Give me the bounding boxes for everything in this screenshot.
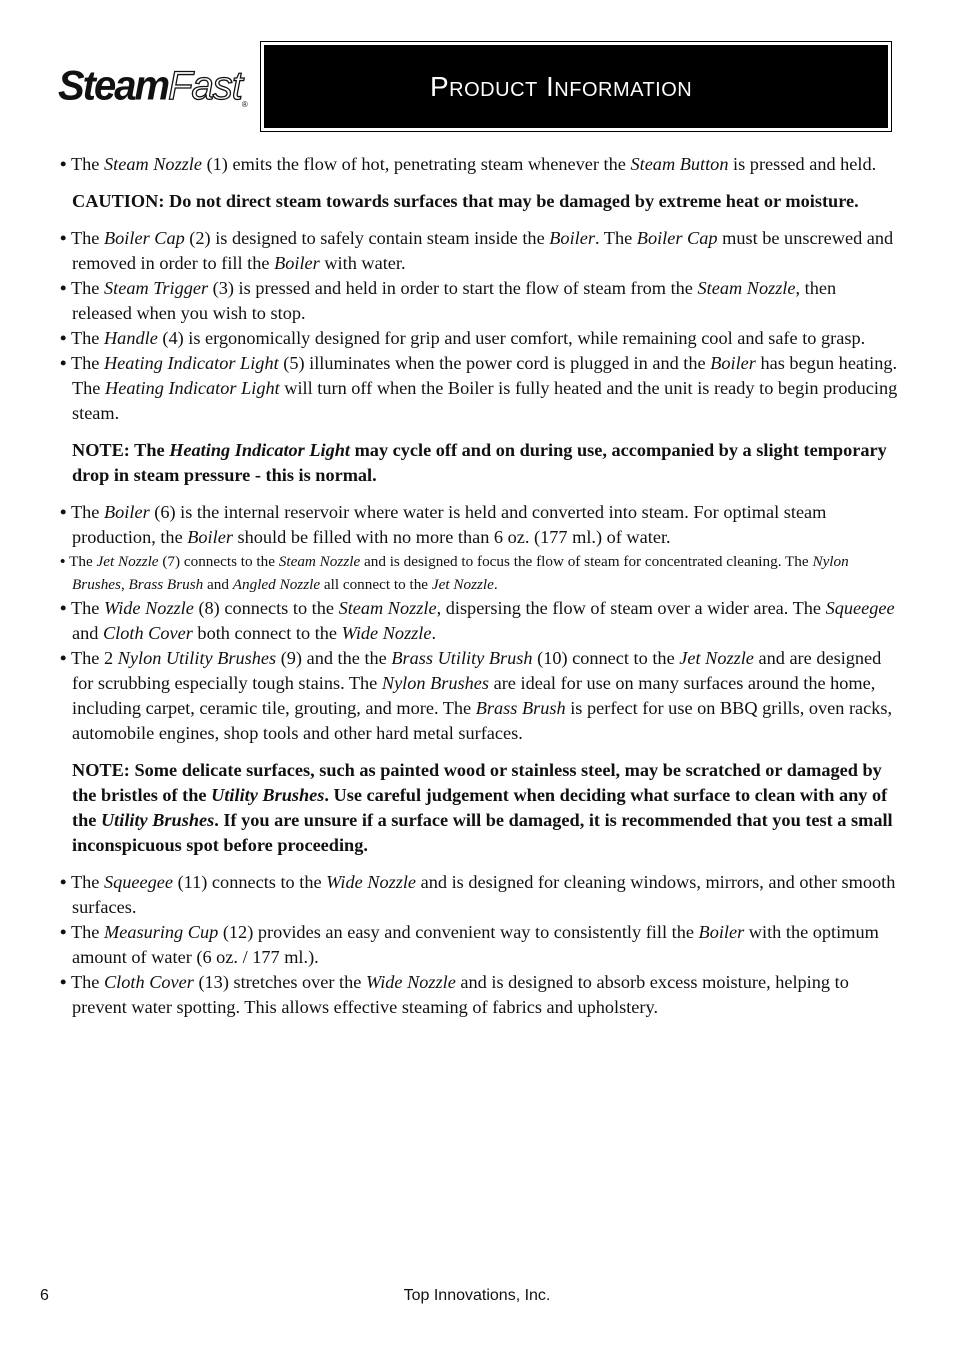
bullet: • (60, 553, 70, 570)
item-boiler-cap (60, 226, 898, 276)
term: Boiler (710, 353, 756, 373)
term: Handle (103, 328, 158, 348)
term: Wide Nozzle (103, 598, 194, 618)
item-steam-trigger (60, 276, 898, 326)
text-run: (13) stretches over the (193, 972, 366, 992)
text-run: must be unscrewed and removed in order to fill the (72, 228, 894, 273)
text-run: The (70, 154, 104, 174)
text-run: The (69, 553, 97, 570)
term: Steam Trigger (103, 278, 209, 298)
text-run: (4) is ergonomically designed for grip and user comfort, while remaining cool and safe to grasp. (157, 328, 866, 348)
bullet: • (60, 648, 71, 668)
term: Wide Nozzle (341, 623, 432, 643)
item-jet-nozzle (60, 550, 898, 596)
text-run: (11) connects to the (173, 872, 327, 892)
text-run: are ideal for use on many surfaces around the home, including carpet, ceramic tile, grouting, and more. The (72, 673, 876, 718)
bullet: • (60, 598, 71, 618)
text-run: with water. (319, 253, 406, 273)
text-run: . The (594, 228, 637, 248)
term: Steam Button (630, 154, 729, 174)
text-run: and (203, 576, 233, 593)
bullet: • (60, 972, 71, 992)
term: Steam Nozzle (697, 278, 796, 298)
text-run: with the optimum amount of water (6 oz. / 177 ml.). (72, 922, 879, 967)
text-run: . (431, 623, 437, 643)
item-steam-nozzle (60, 152, 898, 177)
text-run: all connect to the (320, 576, 432, 593)
text-run: (6) is the internal reservoir where water is held and converted into steam. For optimal steam production, the (72, 502, 827, 547)
text-run: The (70, 328, 104, 348)
title-banner (260, 41, 892, 132)
item-handle (60, 326, 898, 351)
term: Steam Nozzle (278, 553, 361, 570)
item-measuring-cup (60, 920, 898, 970)
bullet: • (60, 353, 71, 373)
item-wide-nozzle (60, 596, 898, 646)
text-run: NOTE: Some delicate surfaces, such as painted wood or stainless steel, may be scratched or damaged by the bristles of the (72, 760, 882, 805)
bullet: • (60, 154, 71, 174)
text-run: The (70, 278, 104, 298)
text-run: The (70, 922, 104, 942)
term: Wide Nozzle (365, 972, 456, 992)
term: Boiler (187, 527, 233, 547)
term: Boiler (274, 253, 320, 273)
text-run: should be filled with no more than 6 oz. (177 ml.) of water. (232, 527, 671, 547)
bullet: • (60, 328, 71, 348)
term: Boiler (103, 502, 150, 522)
text-run: The (70, 353, 104, 373)
term: Nylon Brushes (381, 673, 490, 693)
text-run: (9) and the the (276, 648, 392, 668)
bullet: • (60, 228, 71, 248)
term: Cloth Cover (103, 972, 194, 992)
term: Jet Nozzle (96, 553, 159, 570)
logo-fast: Fast (168, 64, 242, 108)
text-run: (12) provides an easy and convenient way to consistently fill the (218, 922, 699, 942)
text-run: (5) illuminates when the power cord is plugged in and the (278, 353, 711, 373)
item-utility-brushes (60, 646, 898, 746)
term: Brass Utility Brush (391, 648, 533, 668)
term: Cloth Cover (102, 623, 193, 643)
term: Boiler (698, 922, 745, 942)
term: Nylon Utility Brushes (117, 648, 277, 668)
caution-note: CAUTION: Do not direct steam towards surfaces that may be damaged by extreme heat or moisture. (72, 191, 859, 211)
text-run: and is designed to absorb excess moisture, helping to prevent water spotting. This allows effective steaming of fabrics and upholstery. (72, 972, 849, 1017)
term: Nylon Brushes (72, 553, 849, 593)
term: Utility Brushes (100, 810, 215, 830)
text-run: , (120, 576, 129, 593)
text-run: The (70, 502, 104, 522)
text-run: The (70, 872, 104, 892)
bullet: • (60, 922, 71, 942)
text-run: may cycle off and on during use, accompanied by a slight temporary drop in steam pressure - this is normal. (72, 440, 887, 485)
term: Boiler Cap (103, 228, 185, 248)
text-run: NOTE: The (72, 440, 170, 460)
text-run: . Use careful judgement when deciding what surface to clean with any of the (72, 785, 888, 830)
text-run: (10) connect to the (532, 648, 680, 668)
term: Wide Nozzle (326, 872, 417, 892)
text-run: and is designed to focus the flow of steam for concentrated cleaning. The (360, 553, 813, 570)
text-run: is perfect for use on BBQ grills, oven racks, automobile engines, shop tools and other hard metal surfaces. (72, 698, 893, 743)
text-run: and is designed for cleaning windows, mirrors, and other smooth surfaces. (72, 872, 896, 917)
text-run: (1) emits the flow of hot, penetrating steam whenever the (202, 154, 631, 174)
product-info-body (60, 152, 898, 1020)
item-boiler (60, 500, 898, 550)
item-heating-light (60, 351, 898, 426)
text-run: The (70, 228, 104, 248)
term: Heating Indicator Light (169, 440, 350, 460)
term: Steam Nozzle (103, 154, 202, 174)
text-run: (8) connects to the (193, 598, 339, 618)
text-run: (2) is designed to safely contain steam inside the (184, 228, 550, 248)
text-run: , then released when you wish to stop. (72, 278, 837, 323)
text-run: and (72, 623, 103, 643)
term: Heating Indicator Light (103, 353, 279, 373)
note-heating-light (72, 438, 898, 488)
term: Boiler (549, 228, 595, 248)
text-run: . If you are unsure if a surface will be damaged, it is recommended that you test a small inconspicuous spot before proceeding. (72, 810, 893, 855)
term: Utility Brushes (211, 785, 325, 805)
text-run: The 2 (70, 648, 118, 668)
text-run: will turn off when the Boiler is fully heated and the unit is ready to begin producing steam. (72, 378, 898, 423)
logo-registered-mark: ® (241, 100, 248, 109)
term: Angled Nozzle (232, 576, 321, 593)
term: Heating Indicator Light (105, 378, 280, 398)
text-run: , dispersing the flow of steam over a wider area. The (436, 598, 826, 618)
note-utility-brushes (72, 758, 898, 858)
text-run: (7) connects to the (158, 553, 279, 570)
text-run: and are designed for scrubbing especially tough stains. The (72, 648, 882, 693)
term: Squeegee (825, 598, 895, 618)
term: Brass Brush (475, 698, 566, 718)
steamfast-logo (58, 64, 253, 108)
page-title: Product Information (430, 70, 693, 102)
term: Boiler Cap (636, 228, 718, 248)
term: Jet Nozzle (431, 576, 494, 593)
term: Squeegee (103, 872, 174, 892)
logo-steam: Steam (58, 62, 169, 110)
text-run: has begun heating. The (72, 353, 898, 398)
text-run: (3) is pressed and held in order to start the flow of steam from the (208, 278, 698, 298)
footer-company: Top Innovations, Inc. (403, 1287, 551, 1304)
text-run: The (70, 972, 104, 992)
term: Steam Nozzle (338, 598, 437, 618)
text-run: both connect to the (192, 623, 342, 643)
bullet: • (60, 502, 71, 522)
item-squeegee (60, 870, 898, 920)
bullet: • (60, 872, 71, 892)
term: Measuring Cup (103, 922, 219, 942)
bullet: • (60, 278, 71, 298)
text-run: The (70, 598, 104, 618)
title-banner-fill (264, 45, 888, 128)
text-run: is pressed and held. (728, 154, 877, 174)
term: Jet Nozzle (679, 648, 754, 668)
page-number: 6 (40, 1287, 49, 1304)
item-cloth-cover (60, 970, 898, 1020)
term: Brass Brush (128, 576, 204, 593)
text-run: . (493, 576, 498, 593)
